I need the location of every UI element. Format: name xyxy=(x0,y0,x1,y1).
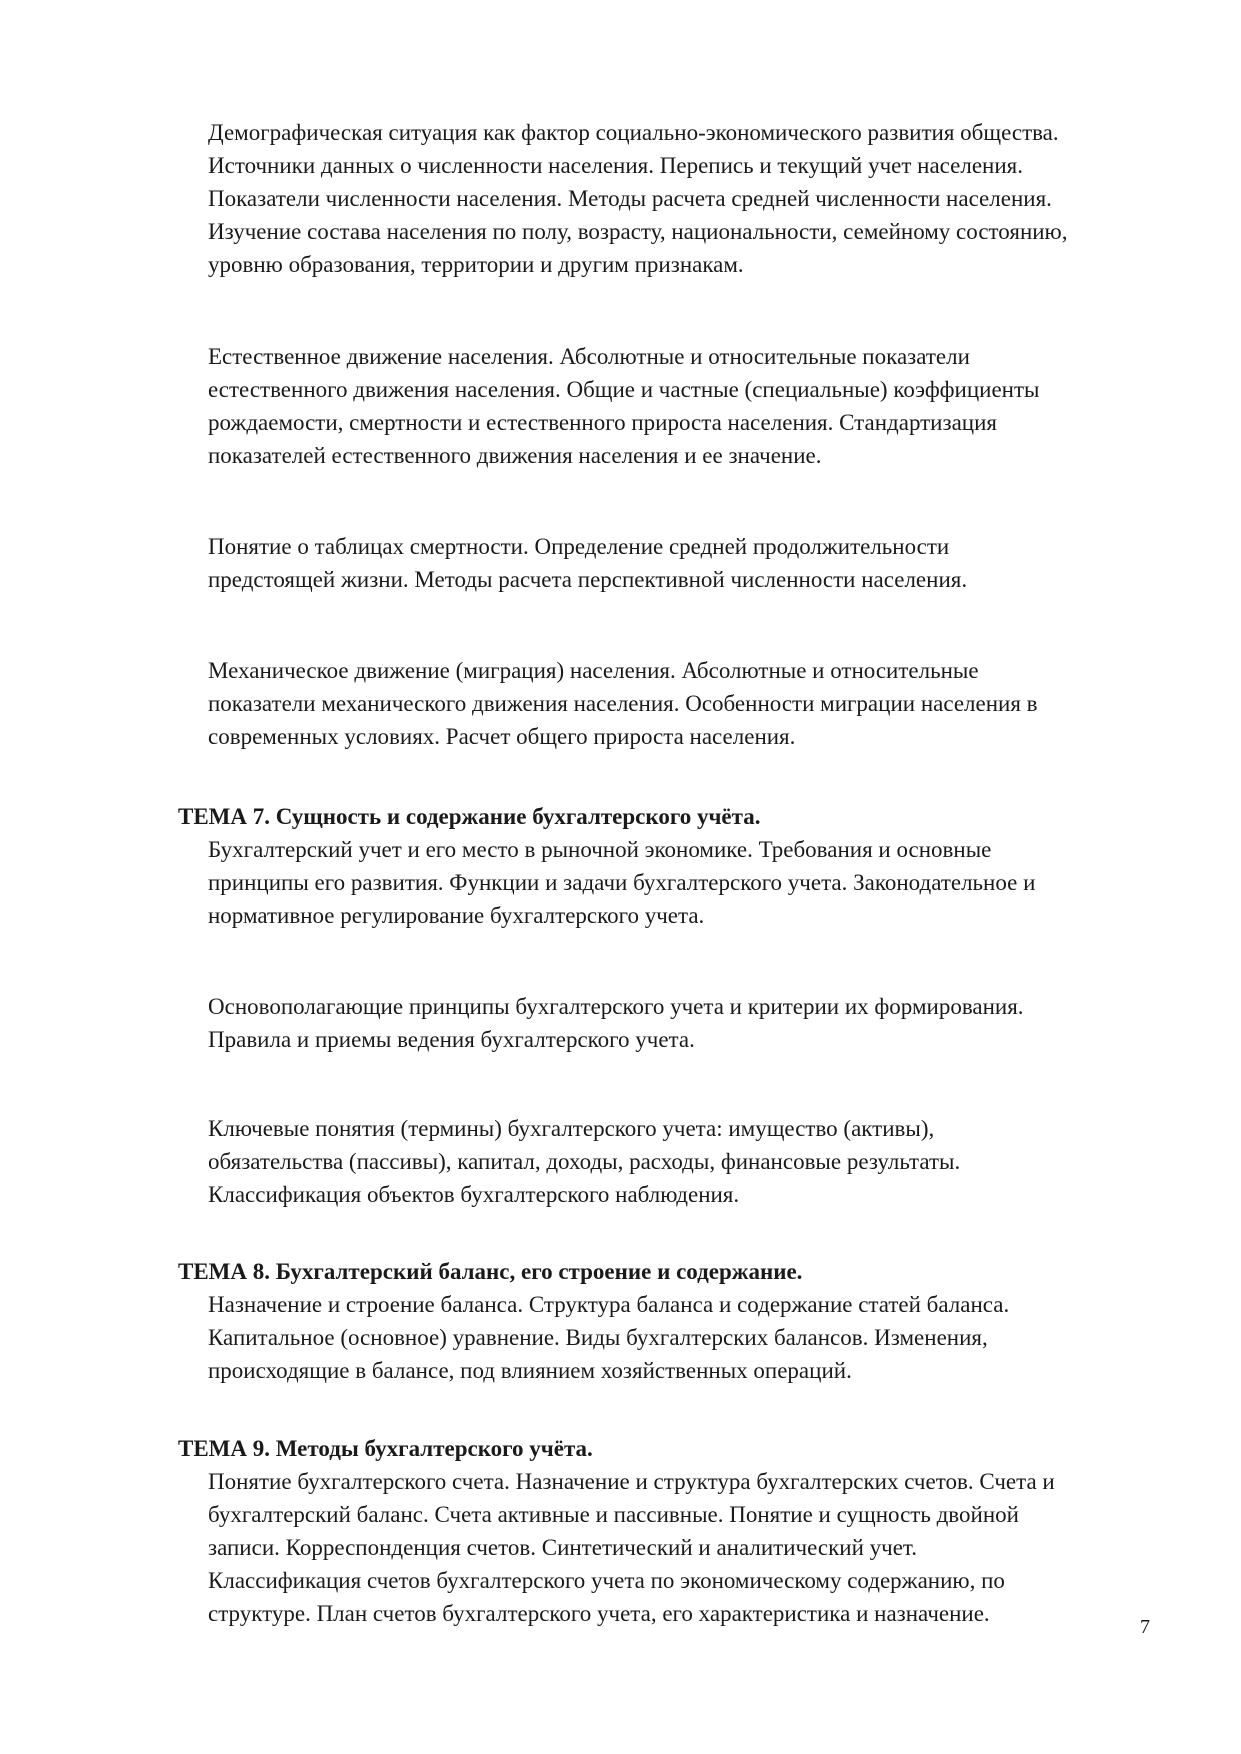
paragraph-accounting-principles xyxy=(208,990,1168,1056)
text-line: Механическое движение (миграция) населения. Абсолютные и относительные xyxy=(208,658,979,683)
paragraph-accounting-role xyxy=(208,833,1168,932)
page-number: 7 xyxy=(1140,1616,1150,1638)
text-line: Основополагающие принципы бухгалтерского учета и критерии их формирования. xyxy=(208,994,1024,1019)
text-line: Показатели численности населения. Методы расчета средней численности населения. xyxy=(208,186,1052,211)
text-line: структуре. План счетов бухгалтерского учета, его характеристика и назначение. xyxy=(208,1601,990,1626)
text-line: принципы его развития. Функции и задачи бухгалтерского учета. Законодательное и xyxy=(208,870,1036,895)
topic-9-heading: ТЕМА 9. Методы бухгалтерского учёта. xyxy=(178,1436,593,1461)
text-line: показатели механического движения населения. Особенности миграции населения в xyxy=(208,691,1038,716)
paragraph-demographic-situation xyxy=(208,116,1168,281)
paragraph-migration xyxy=(208,654,1168,753)
text-line: показателей естественного движения населения и ее значение. xyxy=(208,443,822,468)
text-line: предстоящей жизни. Методы расчета перспективной численности населения. xyxy=(208,567,968,592)
text-line: современных условиях. Расчет общего прироста населения. xyxy=(208,724,796,749)
text-line: Понятие бухгалтерского счета. Назначение и структура бухгалтерских счетов. Счета и xyxy=(208,1469,1055,1494)
text-line: рождаемости, смертности и естественного прироста населения. Стандартизация xyxy=(208,410,997,435)
paragraph-mortality-tables xyxy=(208,530,1168,596)
paragraph-key-terms xyxy=(208,1112,1168,1211)
text-line: Классификация счетов бухгалтерского учета по экономическому содержанию, по xyxy=(208,1568,1005,1593)
text-line: происходящие в балансе, под влиянием хозяйственных операций. xyxy=(208,1358,852,1383)
text-line: Источники данных о численности населения. Перепись и текущий учет населения. xyxy=(208,153,1024,178)
text-line: Ключевые понятия (термины) бухгалтерского учета: имущество (активы), xyxy=(208,1116,935,1141)
text-line: Бухгалтерский учет и его место в рыночной экономике. Требования и основные xyxy=(208,837,992,862)
paragraph-natural-movement xyxy=(208,340,1168,472)
text-line: естественного движения населения. Общие и частные (специальные) коэффициенты xyxy=(208,377,1040,402)
paragraph-accounting-methods xyxy=(208,1465,1168,1630)
text-line: Демографическая ситуация как фактор социально-экономического развития общества. xyxy=(208,120,1059,145)
text-line: Классификация объектов бухгалтерского наблюдения. xyxy=(208,1182,740,1207)
text-line: Капитальное (основное) уравнение. Виды бухгалтерских балансов. Изменения, xyxy=(208,1325,988,1350)
text-line: Понятие о таблицах смертности. Определение средней продолжительности xyxy=(208,534,950,559)
text-line: Естественное движение населения. Абсолютные и относительные показатели xyxy=(208,344,970,369)
text-line: Изучение состава населения по полу, возрасту, национальности, семейному состоянию, xyxy=(208,219,1068,244)
text-line: записи. Корреспонденция счетов. Синтетический и аналитический учет. xyxy=(208,1535,917,1560)
paragraph-balance-structure xyxy=(208,1288,1168,1387)
text-line: нормативное регулирование бухгалтерского учета. xyxy=(208,903,705,928)
topic-7-heading: ТЕМА 7. Сущность и содержание бухгалтерского учёта. xyxy=(178,804,761,829)
text-line: уровню образования, территории и другим признакам. xyxy=(208,252,744,277)
text-line: Правила и приемы ведения бухгалтерского учета. xyxy=(208,1027,695,1052)
text-line: Назначение и строение баланса. Структура баланса и содержание статей баланса. xyxy=(208,1292,1010,1317)
topic-8-heading: ТЕМА 8. Бухгалтерский баланс, его строение и содержание. xyxy=(178,1259,803,1284)
text-line: обязательства (пассивы), капитал, доходы, расходы, финансовые результаты. xyxy=(208,1149,961,1174)
text-line: бухгалтерский баланс. Счета активные и пассивные. Понятие и сущность двойной xyxy=(208,1502,1019,1527)
